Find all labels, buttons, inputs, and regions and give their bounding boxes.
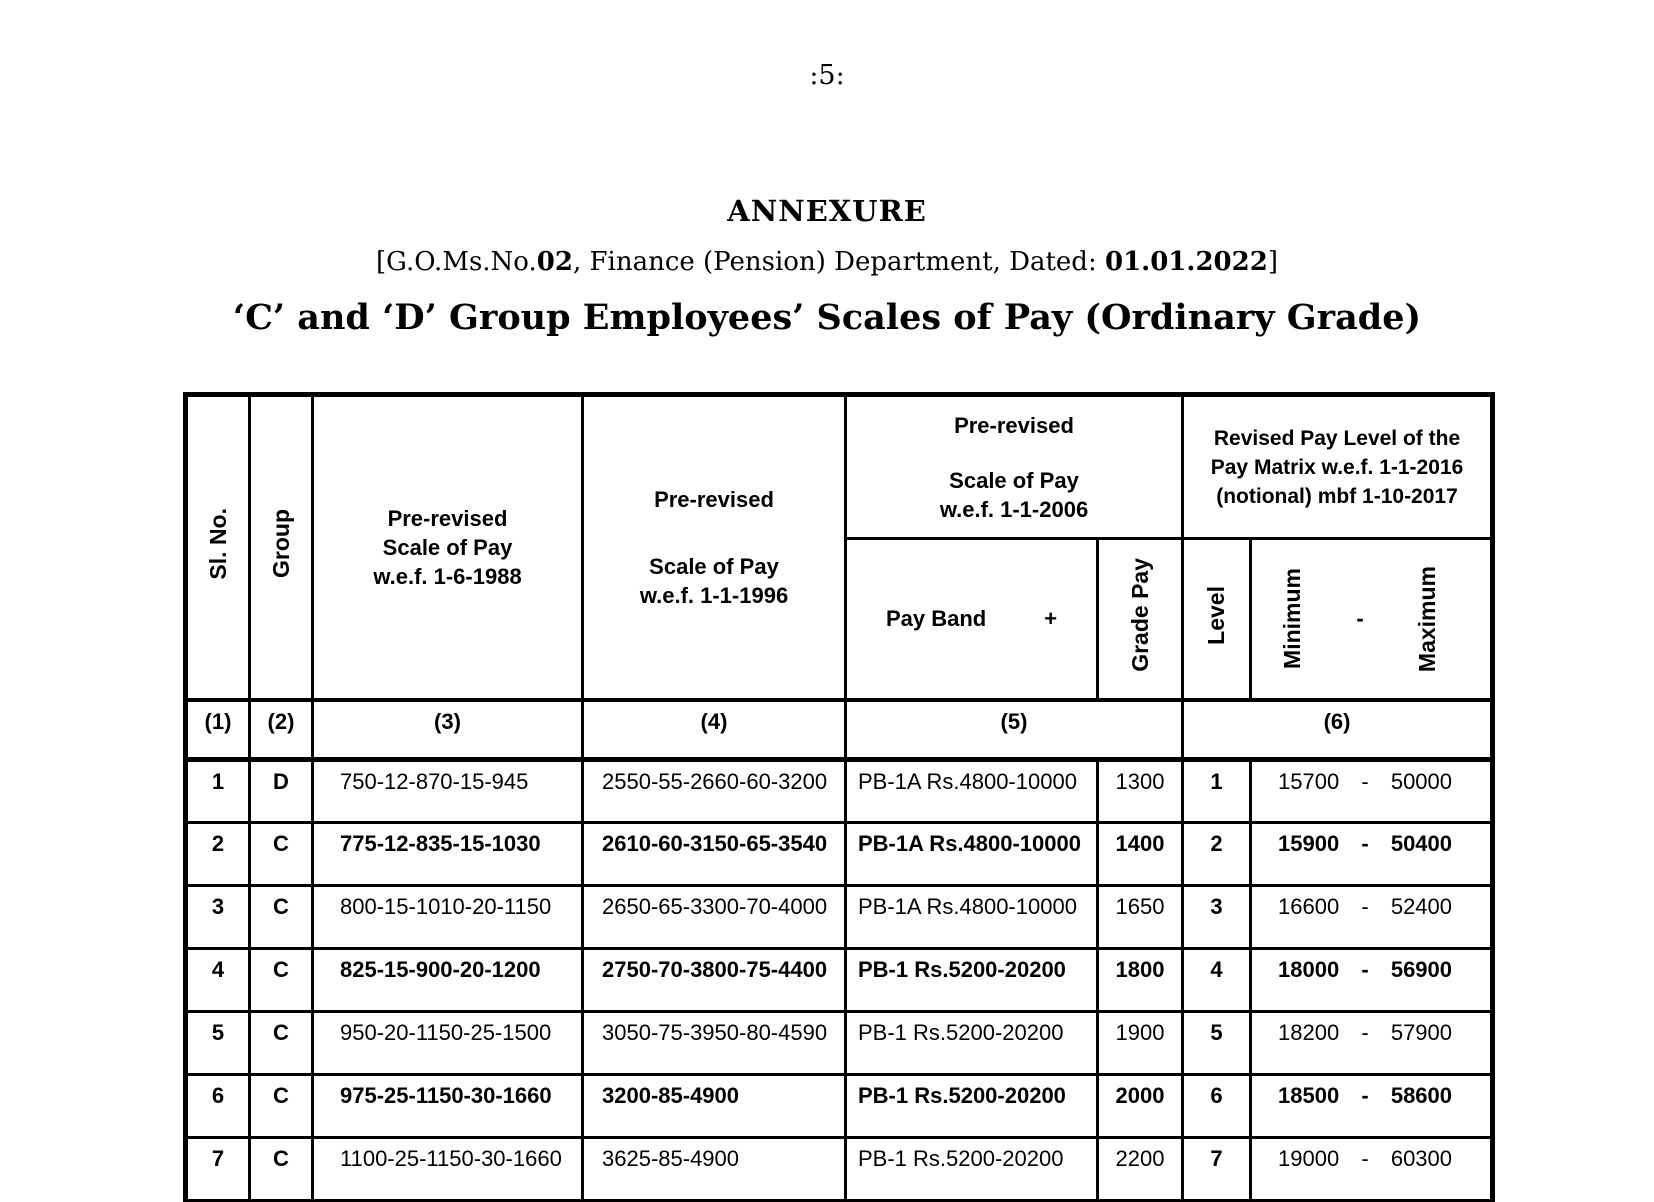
min-value: 19000: [1278, 1146, 1340, 1171]
max-value: 57900: [1390, 1020, 1453, 1045]
table-row: [186, 949, 1493, 1012]
go-open: [G.O.Ms.No.: [376, 247, 537, 277]
cell-scale-1988: 775-12-835-15-1030: [313, 823, 583, 886]
separator: -: [1361, 769, 1369, 794]
separator: -: [1361, 1146, 1369, 1171]
max-value: 58600: [1390, 1083, 1453, 1108]
scale-1996-line1: Pre-revised: [654, 486, 774, 512]
table-row: [186, 1012, 1493, 1075]
page-number: :5:: [809, 60, 845, 91]
min-value: 18000: [1278, 957, 1340, 982]
cell-min-max: [1251, 1138, 1493, 1201]
cell-pay-band: PB-1 Rs.5200-20200: [846, 949, 1098, 1012]
cell-sl-no: 5: [186, 1012, 250, 1075]
max-value: 56900: [1390, 957, 1453, 982]
max-value: 50400: [1390, 831, 1453, 856]
table-row: [186, 823, 1493, 886]
cell-sl-no: 4: [186, 949, 250, 1012]
max-value: 52400: [1390, 894, 1453, 919]
header-scale-1996: [583, 395, 846, 700]
plus-sign: +: [1044, 606, 1058, 632]
cell-scale-1996: 2750-70-3800-75-4400: [583, 949, 846, 1012]
cell-grade-pay: 1900: [1098, 1012, 1183, 1075]
cell-scale-1988: 1100-25-1150-30-1660: [313, 1138, 583, 1201]
scale-1988-line2: Scale of Pay: [382, 534, 513, 560]
grade-pay-label: Grade Pay: [1126, 558, 1153, 673]
header-grade-pay: [1098, 539, 1183, 700]
cell-level: 4: [1183, 949, 1251, 1012]
revised-level-line2: Pay Matrix w.e.f. 1-1-2016: [1210, 455, 1464, 479]
scale-1996-line3: w.e.f. 1-1-1996: [639, 582, 789, 608]
spacer: [584, 514, 844, 552]
max-value: 60300: [1390, 1146, 1453, 1171]
scale-2006-line1: Pre-revised: [954, 412, 1074, 438]
go-middle: , Finance (Pension) Department, Dated:: [572, 247, 1105, 277]
cell-scale-1988: 950-20-1150-25-1500: [313, 1012, 583, 1075]
cell-min-max: [1251, 760, 1493, 823]
min-max-separator: -: [1356, 606, 1364, 632]
cell-grade-pay: 2000: [1098, 1075, 1183, 1138]
header-scale-2006: [846, 395, 1183, 539]
colnum-3: (3): [313, 700, 583, 760]
separator: -: [1361, 894, 1369, 919]
cell-scale-1996: 2650-65-3300-70-4000: [583, 886, 846, 949]
revised-level-line1: Revised Pay Level of the: [1213, 426, 1461, 450]
max-value: 50000: [1390, 769, 1453, 794]
cell-group: C: [250, 1075, 313, 1138]
cell-min-max: [1251, 823, 1493, 886]
table-row: [186, 1138, 1493, 1201]
spacer: [847, 440, 1181, 466]
min-value: 18200: [1278, 1020, 1340, 1045]
separator: -: [1361, 1020, 1369, 1045]
cell-pay-band: PB-1 Rs.5200-20200: [846, 1138, 1098, 1201]
revised-level-line3: (notional) mbf 1-10-2017: [1216, 484, 1458, 508]
cell-scale-1996: 2550-55-2660-60-3200: [583, 760, 846, 823]
header-pay-band: [846, 539, 1098, 700]
min-value: 18500: [1278, 1083, 1340, 1108]
cell-pay-band: PB-1A Rs.4800-10000: [846, 886, 1098, 949]
cell-level: 2: [1183, 823, 1251, 886]
cell-grade-pay: 1300: [1098, 760, 1183, 823]
table-row: [186, 760, 1493, 823]
cell-scale-1996: 3625-85-4900: [583, 1138, 846, 1201]
cell-grade-pay: 1800: [1098, 949, 1183, 1012]
cell-pay-band: PB-1 Rs.5200-20200: [846, 1012, 1098, 1075]
go-number: 02: [536, 247, 573, 277]
cell-group: C: [250, 823, 313, 886]
cell-group: C: [250, 1138, 313, 1201]
minimum-label: Minimum: [1279, 568, 1305, 670]
cell-level: 3: [1183, 886, 1251, 949]
cell-min-max: [1251, 1075, 1493, 1138]
separator: -: [1361, 957, 1369, 982]
min-value: 15900: [1278, 831, 1340, 856]
cell-scale-1988: 975-25-1150-30-1660: [313, 1075, 583, 1138]
cell-scale-1996: 2610-60-3150-65-3540: [583, 823, 846, 886]
header-group: [250, 395, 313, 700]
colnum-4: (4): [583, 700, 846, 760]
maximum-label: Maximum: [1414, 565, 1441, 672]
cell-sl-no: 2: [186, 823, 250, 886]
cell-group: C: [250, 886, 313, 949]
cell-pay-band: PB-1A Rs.4800-10000: [846, 760, 1098, 823]
cell-grade-pay: 2200: [1098, 1138, 1183, 1201]
scale-1996-line2: Scale of Pay: [649, 553, 779, 579]
pay-band-label: Pay Band: [885, 606, 987, 632]
min-value: 15700: [1278, 769, 1340, 794]
cell-sl-no: 3: [186, 886, 250, 949]
cell-level: 1: [1183, 760, 1251, 823]
cell-sl-no: 6: [186, 1075, 250, 1138]
header-scale-1988: [313, 395, 583, 700]
scale-2006-line3: w.e.f. 1-1-2006: [939, 496, 1089, 522]
colnum-6: (6): [1183, 700, 1493, 760]
cell-group: D: [250, 760, 313, 823]
cell-grade-pay: 1400: [1098, 823, 1183, 886]
cell-pay-band: PB-1 Rs.5200-20200: [846, 1075, 1098, 1138]
cell-min-max: [1251, 886, 1493, 949]
header-revised-level: [1183, 395, 1493, 539]
cell-sl-no: 7: [186, 1138, 250, 1201]
go-reference-line: [0, 247, 1654, 277]
cell-scale-1996: 3050-75-3950-80-4590: [583, 1012, 846, 1075]
cell-scale-1988: 800-15-1010-20-1150: [313, 886, 583, 949]
group-label: Group: [267, 509, 294, 579]
cell-level: 6: [1183, 1075, 1251, 1138]
scale-1988-line3: w.e.f. 1-6-1988: [373, 563, 522, 589]
header-sl-no: [186, 395, 250, 700]
pay-scales-table: [183, 392, 1490, 1202]
min-value: 16600: [1278, 894, 1340, 919]
header-level: [1183, 539, 1251, 700]
scale-1988-line1: Pre-revised: [387, 505, 508, 531]
cell-group: C: [250, 1012, 313, 1075]
cell-min-max: [1251, 949, 1493, 1012]
scale-2006-line2: Scale of Pay: [949, 467, 1079, 493]
annexure-heading: ANNEXURE: [727, 194, 927, 228]
level-label: Level: [1203, 585, 1229, 645]
cell-group: C: [250, 949, 313, 1012]
sl-no-label: Sl. No.: [204, 507, 231, 580]
cell-scale-1988: 750-12-870-15-945: [313, 760, 583, 823]
separator: -: [1361, 1083, 1369, 1108]
cell-level: 5: [1183, 1012, 1251, 1075]
separator: -: [1361, 831, 1369, 856]
cell-grade-pay: 1650: [1098, 886, 1183, 949]
colnum-5: (5): [846, 700, 1183, 760]
column-number-row: [186, 700, 1493, 760]
cell-min-max: [1251, 1012, 1493, 1075]
cell-pay-band: PB-1A Rs.4800-10000: [846, 823, 1098, 886]
cell-level: 7: [1183, 1138, 1251, 1201]
header-min-max: [1251, 539, 1493, 700]
cell-scale-1988: 825-15-900-20-1200: [313, 949, 583, 1012]
colnum-2: (2): [250, 700, 313, 760]
colnum-1: (1): [186, 700, 250, 760]
go-close: ]: [1267, 247, 1278, 277]
go-date: 01.01.2022: [1104, 247, 1268, 277]
cell-sl-no: 1: [186, 760, 250, 823]
table-row: [186, 886, 1493, 949]
cell-scale-1996: 3200-85-4900: [583, 1075, 846, 1138]
table-row: [186, 1075, 1493, 1138]
document-title: ‘C’ and ‘D’ Group Employees’ Scales of Pay (Ordinary Grade): [232, 297, 1422, 338]
